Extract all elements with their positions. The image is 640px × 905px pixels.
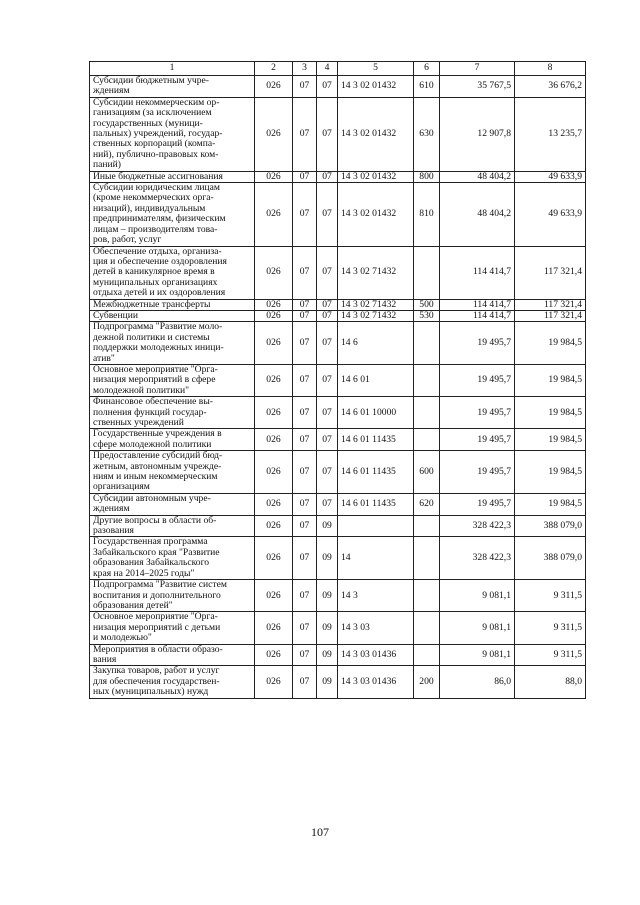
table-row: [90, 322, 586, 365]
admin-code-cell: 026: [255, 183, 293, 246]
section-cell: 07: [293, 310, 317, 321]
table-row: [90, 493, 586, 515]
table-row: [90, 451, 586, 494]
amount-year2-cell: 49 633,9: [515, 171, 586, 182]
table-row: [90, 364, 586, 396]
expense-type-cell: 800: [414, 171, 440, 182]
amount-year2-cell: 19 984,5: [515, 397, 586, 429]
subsection-cell: 09: [317, 515, 338, 537]
target-article-cell: 14 3 02 01432: [338, 97, 414, 171]
section-cell: 07: [293, 537, 317, 580]
section-cell: 07: [293, 612, 317, 644]
table-row: [90, 397, 586, 429]
admin-code-cell: 026: [255, 97, 293, 171]
section-cell: 07: [293, 299, 317, 310]
admin-code-cell: 026: [255, 580, 293, 612]
subsection-cell: 07: [317, 397, 338, 429]
admin-code-cell: 026: [255, 322, 293, 365]
target-article-cell: 14 3 02 01432: [338, 76, 414, 98]
subsection-cell: 07: [317, 76, 338, 98]
row-name-cell: Субсидии бюджетным учре- ждениям: [90, 76, 255, 98]
expense-type-cell: 810: [414, 183, 440, 246]
admin-code-cell: 026: [255, 515, 293, 537]
amount-year2-cell: 117 321,4: [515, 246, 586, 299]
amount-year2-cell: 117 321,4: [515, 299, 586, 310]
subsection-cell: 07: [317, 97, 338, 171]
amount-year1-cell: 328 422,3: [440, 515, 515, 537]
amount-year2-cell: 19 984,5: [515, 322, 586, 365]
section-cell: 07: [293, 666, 317, 698]
admin-code-cell: 026: [255, 171, 293, 182]
section-cell: 07: [293, 322, 317, 365]
subsection-cell: 09: [317, 666, 338, 698]
table-row: [90, 429, 586, 451]
section-cell: 07: [293, 97, 317, 171]
header-cell: 4: [317, 62, 338, 76]
section-cell: 07: [293, 171, 317, 182]
admin-code-cell: 026: [255, 364, 293, 396]
subsection-cell: 07: [317, 171, 338, 182]
amount-year2-cell: 19 984,5: [515, 429, 586, 451]
table-row: [90, 171, 586, 182]
table-row: [90, 612, 586, 644]
subsection-cell: 09: [317, 537, 338, 580]
expense-type-cell: 620: [414, 493, 440, 515]
admin-code-cell: 026: [255, 537, 293, 580]
row-name-cell: Субвенции: [90, 310, 255, 321]
row-name-cell: Мероприятия в области образо- вания: [90, 644, 255, 666]
amount-year2-cell: 19 984,5: [515, 364, 586, 396]
expense-type-cell: [414, 397, 440, 429]
target-article-cell: 14 6 01 11435: [338, 429, 414, 451]
subsection-cell: 07: [317, 322, 338, 365]
section-cell: 07: [293, 644, 317, 666]
header-row: [90, 62, 586, 76]
table-row: [90, 515, 586, 537]
header-cell: 6: [414, 62, 440, 76]
expense-type-cell: 500: [414, 299, 440, 310]
table-row: [90, 299, 586, 310]
table-row: [90, 580, 586, 612]
admin-code-cell: 026: [255, 644, 293, 666]
admin-code-cell: 026: [255, 299, 293, 310]
target-article-cell: 14 6: [338, 322, 414, 365]
admin-code-cell: 026: [255, 397, 293, 429]
section-cell: 07: [293, 246, 317, 299]
subsection-cell: 07: [317, 364, 338, 396]
page-number: 107: [311, 825, 329, 839]
expense-type-cell: [414, 429, 440, 451]
header-cell: 7: [440, 62, 515, 76]
amount-year1-cell: 86,0: [440, 666, 515, 698]
subsection-cell: 09: [317, 644, 338, 666]
expense-type-cell: [414, 246, 440, 299]
expense-type-cell: [414, 364, 440, 396]
amount-year1-cell: 114 414,7: [440, 299, 515, 310]
row-name-cell: Подпрограмма "Развитие систем воспитания и дополнительного образования детей": [90, 580, 255, 612]
subsection-cell: 07: [317, 299, 338, 310]
expense-type-cell: [414, 580, 440, 612]
amount-year1-cell: 328 422,3: [440, 537, 515, 580]
section-cell: 07: [293, 76, 317, 98]
table-row: [90, 246, 586, 299]
amount-year1-cell: 19 495,7: [440, 322, 515, 365]
row-name-cell: Государственная программа Забайкальского края "Развитие образования Забайкальского края на 2014–2025 годы": [90, 537, 255, 580]
row-name-cell: Основное мероприятие "Орга- низация мероприятий в сфере молодежной политики": [90, 364, 255, 396]
expense-type-cell: [414, 644, 440, 666]
row-name-cell: Субсидии автономным учре- ждениям: [90, 493, 255, 515]
admin-code-cell: 026: [255, 666, 293, 698]
section-cell: 07: [293, 183, 317, 246]
section-cell: 07: [293, 429, 317, 451]
budget-table: [89, 61, 586, 699]
table-row: [90, 666, 586, 698]
section-cell: 07: [293, 515, 317, 537]
amount-year1-cell: 19 495,7: [440, 397, 515, 429]
amount-year1-cell: 19 495,7: [440, 364, 515, 396]
amount-year2-cell: 9 311,5: [515, 612, 586, 644]
amount-year2-cell: 117 321,4: [515, 310, 586, 321]
header-cell: 8: [515, 62, 586, 76]
section-cell: 07: [293, 364, 317, 396]
header-cell: 3: [293, 62, 317, 76]
section-cell: 07: [293, 580, 317, 612]
target-article-cell: 14 3 02 71432: [338, 310, 414, 321]
row-name-cell: Иные бюджетные ассигнования: [90, 171, 255, 182]
amount-year2-cell: 19 984,5: [515, 451, 586, 494]
target-article-cell: 14 3 03: [338, 612, 414, 644]
table-row: [90, 183, 586, 246]
target-article-cell: 14 6 01 11435: [338, 451, 414, 494]
subsection-cell: 07: [317, 310, 338, 321]
admin-code-cell: 026: [255, 451, 293, 494]
row-name-cell: Закупка товаров, работ и услуг для обеспечения государствен- ных (муниципальных) нужд: [90, 666, 255, 698]
target-article-cell: 14 6 01 10000: [338, 397, 414, 429]
amount-year1-cell: 48 404,2: [440, 171, 515, 182]
amount-year1-cell: 9 081,1: [440, 580, 515, 612]
amount-year1-cell: 48 404,2: [440, 183, 515, 246]
subsection-cell: 07: [317, 493, 338, 515]
row-name-cell: Другие вопросы в области об- разования: [90, 515, 255, 537]
header-cell: 1: [90, 62, 255, 76]
expense-type-cell: [414, 537, 440, 580]
subsection-cell: 07: [317, 451, 338, 494]
expense-type-cell: 610: [414, 76, 440, 98]
target-article-cell: 14 3 03 01436: [338, 666, 414, 698]
amount-year1-cell: 19 495,7: [440, 451, 515, 494]
row-name-cell: Финансовое обеспечение вы- полнения функций государ- ственных учреждений: [90, 397, 255, 429]
amount-year1-cell: 114 414,7: [440, 310, 515, 321]
admin-code-cell: 026: [255, 310, 293, 321]
amount-year1-cell: 19 495,7: [440, 429, 515, 451]
table-row: [90, 644, 586, 666]
amount-year2-cell: 388 079,0: [515, 515, 586, 537]
target-article-cell: 14 6 01: [338, 364, 414, 396]
table-row: [90, 537, 586, 580]
amount-year2-cell: 9 311,5: [515, 580, 586, 612]
amount-year1-cell: 12 907,8: [440, 97, 515, 171]
subsection-cell: 07: [317, 183, 338, 246]
target-article-cell: 14 3 02 71432: [338, 299, 414, 310]
amount-year2-cell: 19 984,5: [515, 493, 586, 515]
amount-year1-cell: 19 495,7: [440, 493, 515, 515]
amount-year2-cell: 9 311,5: [515, 644, 586, 666]
subsection-cell: 07: [317, 246, 338, 299]
target-article-cell: 14 3 02 01432: [338, 183, 414, 246]
admin-code-cell: 026: [255, 429, 293, 451]
target-article-cell: 14 3: [338, 580, 414, 612]
table-row: [90, 97, 586, 171]
row-name-cell: Предоставление субсидий бюд- жетным, автономным учрежде- ниям и иным некоммерческим организациям: [90, 451, 255, 494]
target-article-cell: [338, 515, 414, 537]
subsection-cell: 07: [317, 429, 338, 451]
target-article-cell: 14: [338, 537, 414, 580]
section-cell: 07: [293, 451, 317, 494]
amount-year1-cell: 9 081,1: [440, 612, 515, 644]
section-cell: 07: [293, 397, 317, 429]
target-article-cell: 14 3 02 71432: [338, 246, 414, 299]
expense-type-cell: 530: [414, 310, 440, 321]
amount-year2-cell: 388 079,0: [515, 537, 586, 580]
table-body: [90, 76, 586, 699]
amount-year2-cell: 49 633,9: [515, 183, 586, 246]
expense-type-cell: 600: [414, 451, 440, 494]
expense-type-cell: 630: [414, 97, 440, 171]
row-name-cell: Обеспечение отдыха, организа- ция и обеспечение оздоровления детей в каникулярное время в муниципальных организациях отдыха детей и их оздоровления: [90, 246, 255, 299]
target-article-cell: 14 3 02 01432: [338, 171, 414, 182]
row-name-cell: Субсидии юридическим лицам (кроме некоммерческих орга- низаций), индивидуальным предпринимателям, физическим лицам – производителям това- ров, работ, услуг: [90, 183, 255, 246]
row-name-cell: Подпрограмма "Развитие моло- дежной политики и системы поддержки молодежных иници- атив": [90, 322, 255, 365]
amount-year2-cell: 88,0: [515, 666, 586, 698]
admin-code-cell: 026: [255, 612, 293, 644]
subsection-cell: 09: [317, 612, 338, 644]
admin-code-cell: 026: [255, 493, 293, 515]
row-name-cell: Межбюджетные трансферты: [90, 299, 255, 310]
row-name-cell: Субсидии некоммерческим ор- ганизациям (за исключением государственных (муници- пальных) учреждений, государ- ственных корпораций (компа- ний), публично-правовых ком- паний): [90, 97, 255, 171]
expense-type-cell: 200: [414, 666, 440, 698]
table-row: [90, 310, 586, 321]
section-cell: 07: [293, 493, 317, 515]
row-name-cell: Государственные учреждения в сфере молодежной политики: [90, 429, 255, 451]
row-name-cell: Основное мероприятие "Орга- низация мероприятий с детьми и молодежью": [90, 612, 255, 644]
expense-type-cell: [414, 322, 440, 365]
amount-year1-cell: 35 767,5: [440, 76, 515, 98]
header-cell: 2: [255, 62, 293, 76]
admin-code-cell: 026: [255, 76, 293, 98]
admin-code-cell: 026: [255, 246, 293, 299]
subsection-cell: 09: [317, 580, 338, 612]
expense-type-cell: [414, 515, 440, 537]
table-row: [90, 76, 586, 98]
amount-year1-cell: 114 414,7: [440, 246, 515, 299]
header-cell: 5: [338, 62, 414, 76]
expense-type-cell: [414, 612, 440, 644]
amount-year2-cell: 13 235,7: [515, 97, 586, 171]
amount-year2-cell: 36 676,2: [515, 76, 586, 98]
target-article-cell: 14 3 03 01436: [338, 644, 414, 666]
amount-year1-cell: 9 081,1: [440, 644, 515, 666]
target-article-cell: 14 6 01 11435: [338, 493, 414, 515]
